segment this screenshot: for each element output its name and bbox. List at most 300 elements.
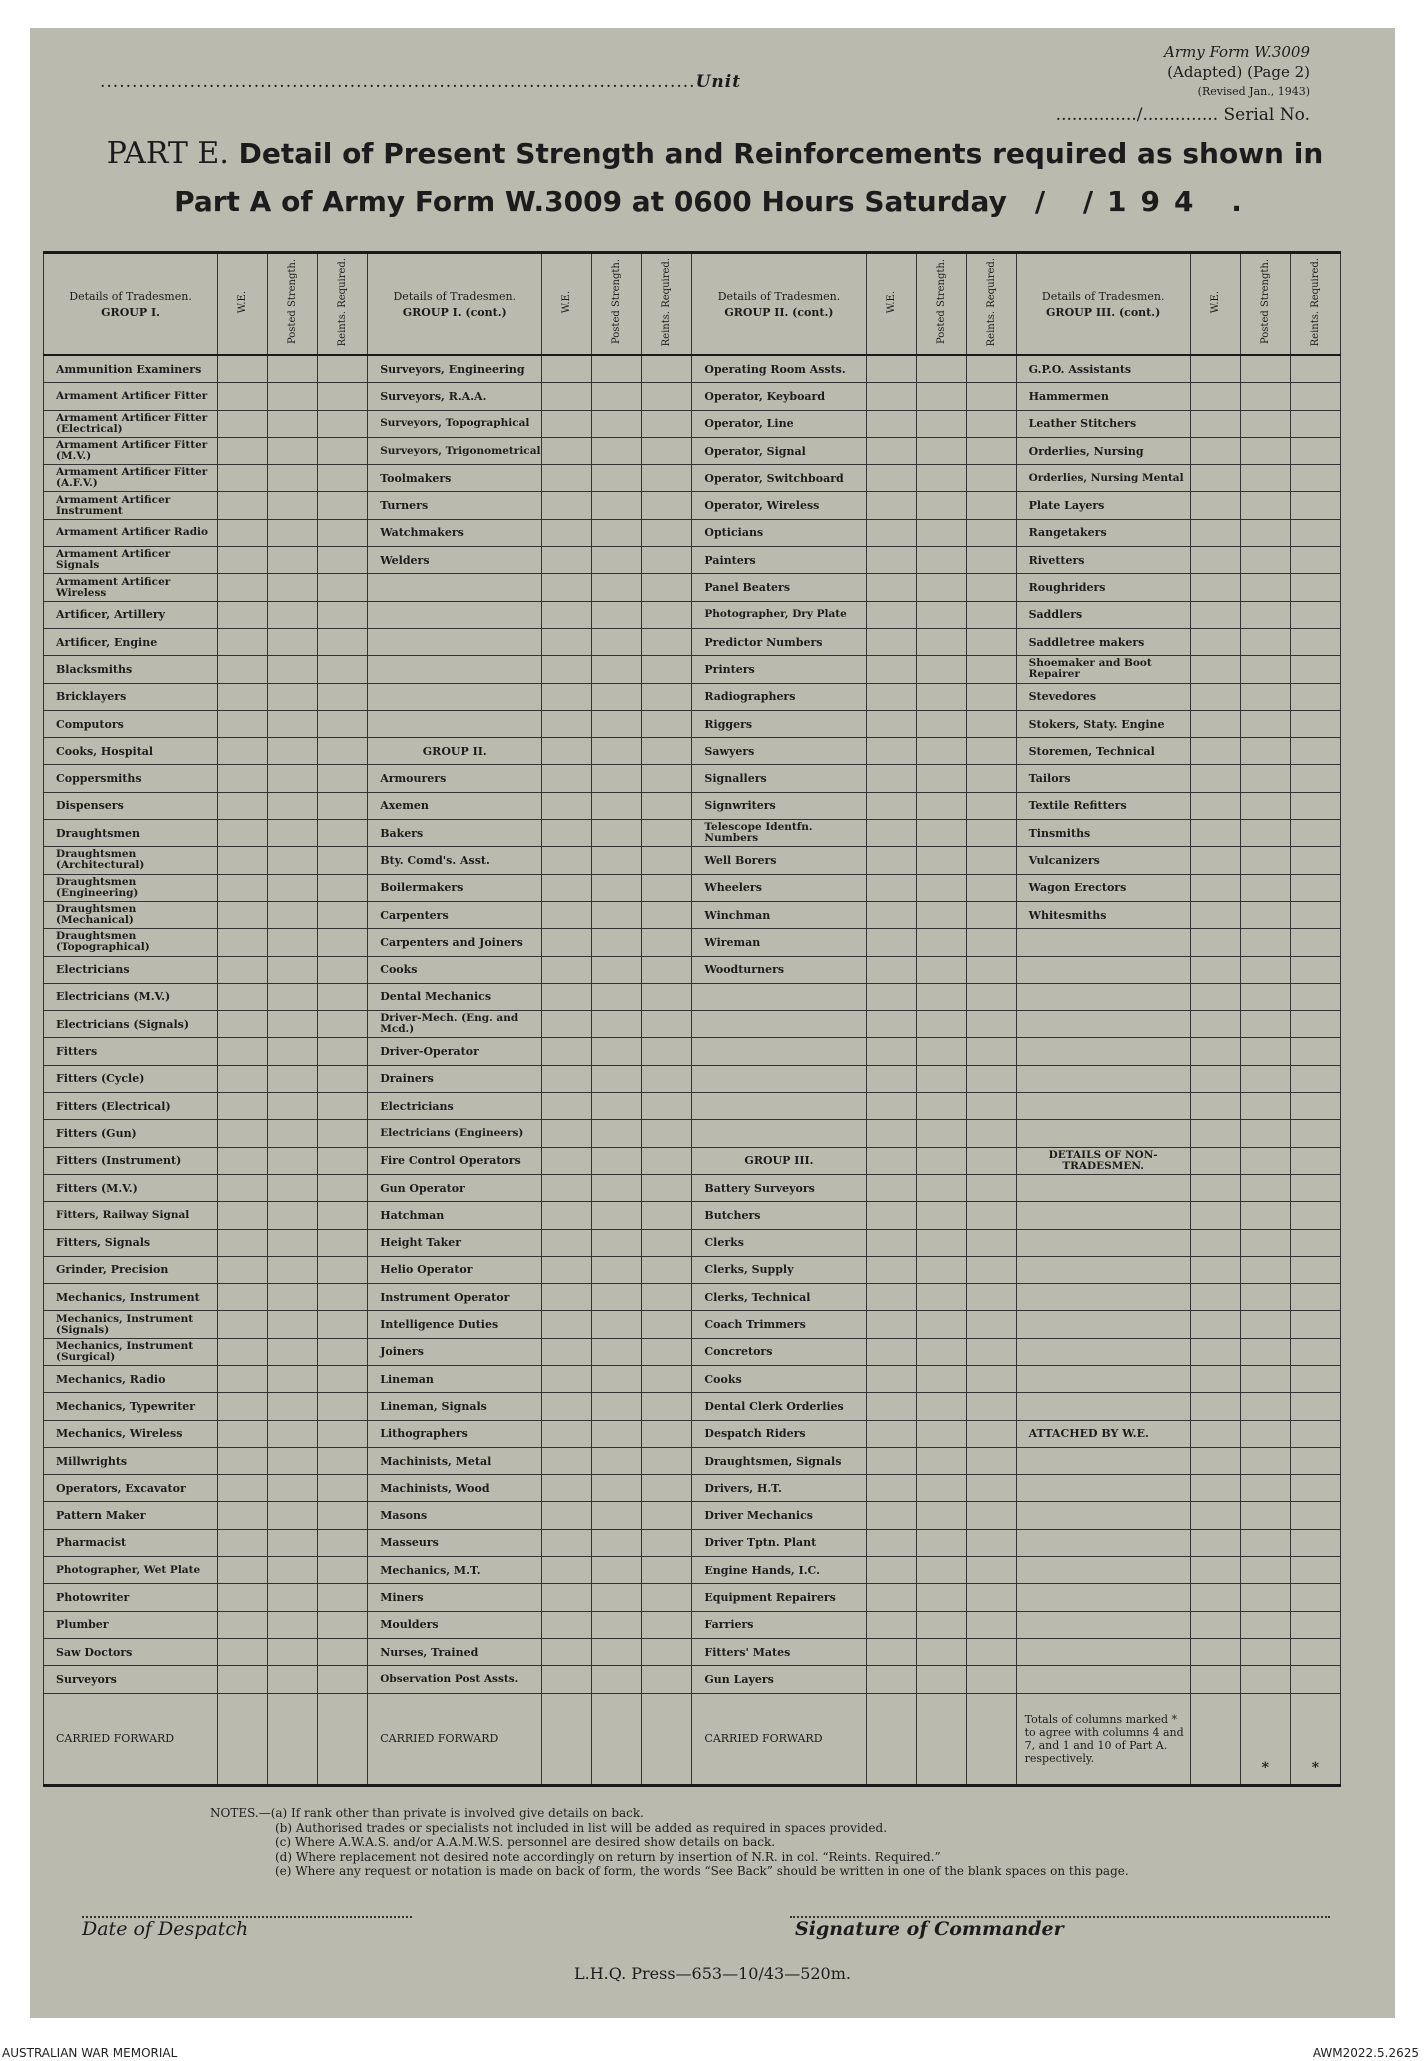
entry-cell[interactable]: [592, 847, 642, 874]
entry-cell[interactable]: [318, 1284, 368, 1311]
entry-cell[interactable]: [966, 383, 1016, 410]
entry-cell[interactable]: [966, 820, 1016, 847]
entry-cell[interactable]: [916, 1229, 966, 1256]
entry-cell[interactable]: [542, 1502, 592, 1529]
entry-cell[interactable]: [966, 1065, 1016, 1092]
entry-cell[interactable]: [642, 956, 692, 983]
entry-cell[interactable]: [866, 983, 916, 1010]
entry-cell[interactable]: [642, 1311, 692, 1338]
entry-cell[interactable]: [916, 820, 966, 847]
entry-cell[interactable]: [542, 355, 592, 383]
entry-cell[interactable]: [1290, 1365, 1340, 1392]
entry-cell[interactable]: [318, 1638, 368, 1665]
entry-cell[interactable]: [866, 1365, 916, 1392]
entry-cell[interactable]: [642, 1338, 692, 1365]
entry-cell[interactable]: [318, 1666, 368, 1693]
entry-cell[interactable]: [268, 1338, 318, 1365]
entry-cell[interactable]: [318, 383, 368, 410]
entry-cell[interactable]: [916, 492, 966, 519]
entry-cell[interactable]: [592, 738, 642, 765]
entry-cell[interactable]: [642, 765, 692, 792]
entry-cell[interactable]: [916, 1584, 966, 1611]
entry-cell[interactable]: [642, 1502, 692, 1529]
entry-cell[interactable]: [866, 710, 916, 737]
entry-cell[interactable]: [542, 820, 592, 847]
entry-cell[interactable]: [916, 765, 966, 792]
entry-cell[interactable]: [1240, 437, 1290, 464]
entry-cell[interactable]: [1190, 1584, 1240, 1611]
entry-cell[interactable]: [866, 355, 916, 383]
entry-cell[interactable]: [592, 683, 642, 710]
entry-cell[interactable]: [1190, 792, 1240, 819]
entry-cell[interactable]: [218, 1475, 268, 1502]
entry-cell[interactable]: [592, 1311, 642, 1338]
entry-cell[interactable]: [866, 574, 916, 601]
entry-cell[interactable]: [542, 1311, 592, 1338]
entry-cell[interactable]: [268, 710, 318, 737]
entry-cell[interactable]: [218, 1120, 268, 1147]
entry-cell[interactable]: [866, 410, 916, 437]
entry-cell[interactable]: [642, 1611, 692, 1638]
entry-cell[interactable]: [268, 1093, 318, 1120]
entry-cell[interactable]: [218, 1420, 268, 1447]
entry-cell[interactable]: [542, 1256, 592, 1283]
entry-cell[interactable]: [916, 1120, 966, 1147]
entry-cell[interactable]: [642, 1420, 692, 1447]
entry-cell[interactable]: [318, 656, 368, 683]
entry-cell[interactable]: [966, 983, 1016, 1010]
entry-cell[interactable]: [916, 383, 966, 410]
entry-cell[interactable]: [866, 1475, 916, 1502]
entry-cell[interactable]: [592, 765, 642, 792]
entry-cell[interactable]: [1290, 956, 1340, 983]
entry-cell[interactable]: [1190, 465, 1240, 492]
entry-cell[interactable]: [966, 1284, 1016, 1311]
entry-cell[interactable]: [592, 1038, 642, 1065]
entry-cell[interactable]: [642, 983, 692, 1010]
entry-cell[interactable]: [916, 1284, 966, 1311]
entry-cell[interactable]: [1190, 1065, 1240, 1092]
entry-cell[interactable]: [642, 847, 692, 874]
entry-cell[interactable]: [318, 437, 368, 464]
entry-cell[interactable]: [966, 1311, 1016, 1338]
entry-cell[interactable]: [866, 1638, 916, 1665]
entry-cell[interactable]: [1240, 1038, 1290, 1065]
entry-cell[interactable]: [866, 1256, 916, 1283]
entry-cell[interactable]: [966, 683, 1016, 710]
entry-cell[interactable]: [1190, 901, 1240, 928]
entry-cell[interactable]: [1290, 1038, 1340, 1065]
entry-cell[interactable]: [592, 410, 642, 437]
entry-cell[interactable]: [866, 1284, 916, 1311]
entry-cell[interactable]: [268, 547, 318, 574]
entry-cell[interactable]: [642, 1638, 692, 1665]
entry-cell[interactable]: [642, 1529, 692, 1556]
entry-cell[interactable]: [218, 1666, 268, 1693]
entry-cell[interactable]: [916, 437, 966, 464]
entry-cell[interactable]: [966, 1529, 1016, 1556]
entry-cell[interactable]: [218, 1011, 268, 1038]
entry-cell[interactable]: [642, 519, 692, 546]
entry-cell[interactable]: [1190, 1365, 1240, 1392]
entry-cell[interactable]: [1240, 1447, 1290, 1474]
entry-cell[interactable]: [268, 929, 318, 956]
entry-cell[interactable]: [218, 1065, 268, 1092]
entry-cell[interactable]: [866, 519, 916, 546]
entry-cell[interactable]: [1290, 519, 1340, 546]
entry-cell[interactable]: [1240, 1120, 1290, 1147]
entry-cell[interactable]: [318, 901, 368, 928]
entry-cell[interactable]: [1290, 1311, 1340, 1338]
entry-cell[interactable]: [318, 792, 368, 819]
entry-cell[interactable]: [268, 410, 318, 437]
entry-cell[interactable]: [1290, 628, 1340, 655]
entry-cell[interactable]: [642, 1584, 692, 1611]
entry-cell[interactable]: [542, 792, 592, 819]
entry-cell[interactable]: [542, 956, 592, 983]
entry-cell[interactable]: [318, 738, 368, 765]
entry-cell[interactable]: [318, 1311, 368, 1338]
entry-cell[interactable]: [866, 1420, 916, 1447]
entry-cell[interactable]: [866, 1147, 916, 1174]
entry-cell[interactable]: [916, 1174, 966, 1201]
entry-cell[interactable]: [642, 683, 692, 710]
entry-cell[interactable]: [592, 574, 642, 601]
star-marker[interactable]: *: [1290, 1693, 1340, 1785]
entry-cell[interactable]: [1240, 383, 1290, 410]
entry-cell[interactable]: [642, 1365, 692, 1392]
entry-cell[interactable]: [542, 765, 592, 792]
entry-cell[interactable]: [318, 628, 368, 655]
entry-cell[interactable]: [916, 656, 966, 683]
entry-cell[interactable]: [1190, 847, 1240, 874]
entry-cell[interactable]: [318, 820, 368, 847]
entry-cell[interactable]: [542, 465, 592, 492]
entry-cell[interactable]: [1240, 1229, 1290, 1256]
entry-cell[interactable]: [916, 1666, 966, 1693]
entry-cell[interactable]: [1290, 792, 1340, 819]
entry-cell[interactable]: [592, 547, 642, 574]
entry-cell[interactable]: [592, 956, 642, 983]
entry-cell[interactable]: [1190, 437, 1240, 464]
entry-cell[interactable]: [866, 738, 916, 765]
entry-cell[interactable]: [1290, 1202, 1340, 1229]
entry-cell[interactable]: [1190, 1147, 1240, 1174]
entry-cell[interactable]: [542, 628, 592, 655]
entry-cell[interactable]: [268, 383, 318, 410]
entry-cell[interactable]: [542, 1147, 592, 1174]
entry-cell[interactable]: [318, 847, 368, 874]
entry-cell[interactable]: [268, 1638, 318, 1665]
entry-cell[interactable]: [966, 601, 1016, 628]
entry-cell[interactable]: [1190, 1557, 1240, 1584]
entry-cell[interactable]: [866, 1666, 916, 1693]
entry-cell[interactable]: [1190, 1229, 1240, 1256]
entry-cell[interactable]: [642, 1256, 692, 1283]
entry-cell[interactable]: [966, 765, 1016, 792]
entry-cell[interactable]: [542, 574, 592, 601]
entry-cell[interactable]: [542, 1202, 592, 1229]
entry-cell[interactable]: [318, 1611, 368, 1638]
entry-cell[interactable]: [916, 929, 966, 956]
entry-cell[interactable]: [966, 1584, 1016, 1611]
entry-cell[interactable]: [866, 492, 916, 519]
entry-cell[interactable]: [318, 1174, 368, 1201]
entry-cell[interactable]: [268, 683, 318, 710]
entry-cell[interactable]: [592, 1393, 642, 1420]
entry-cell[interactable]: [866, 792, 916, 819]
entry-cell[interactable]: [642, 792, 692, 819]
entry-cell[interactable]: [866, 656, 916, 683]
entry-cell[interactable]: [1240, 929, 1290, 956]
total-cell[interactable]: [866, 1693, 916, 1785]
entry-cell[interactable]: [966, 1666, 1016, 1693]
entry-cell[interactable]: [642, 929, 692, 956]
entry-cell[interactable]: [1190, 1666, 1240, 1693]
entry-cell[interactable]: [318, 1584, 368, 1611]
entry-cell[interactable]: [1190, 738, 1240, 765]
entry-cell[interactable]: [542, 656, 592, 683]
entry-cell[interactable]: [268, 1420, 318, 1447]
entry-cell[interactable]: [592, 1557, 642, 1584]
entry-cell[interactable]: [642, 628, 692, 655]
entry-cell[interactable]: [592, 1065, 642, 1092]
entry-cell[interactable]: [218, 1529, 268, 1556]
entry-cell[interactable]: [218, 1093, 268, 1120]
entry-cell[interactable]: [1240, 1093, 1290, 1120]
entry-cell[interactable]: [268, 1256, 318, 1283]
entry-cell[interactable]: [866, 1093, 916, 1120]
entry-cell[interactable]: [318, 1557, 368, 1584]
entry-cell[interactable]: [1190, 683, 1240, 710]
entry-cell[interactable]: [1290, 1420, 1340, 1447]
entry-cell[interactable]: [218, 1611, 268, 1638]
entry-cell[interactable]: [966, 1174, 1016, 1201]
entry-cell[interactable]: [1290, 656, 1340, 683]
entry-cell[interactable]: [318, 1475, 368, 1502]
entry-cell[interactable]: [866, 1229, 916, 1256]
entry-cell[interactable]: [1190, 1638, 1240, 1665]
entry-cell[interactable]: [318, 1147, 368, 1174]
entry-cell[interactable]: [966, 792, 1016, 819]
entry-cell[interactable]: [542, 710, 592, 737]
entry-cell[interactable]: [1290, 1120, 1340, 1147]
entry-cell[interactable]: [642, 410, 692, 437]
entry-cell[interactable]: [1190, 1393, 1240, 1420]
entry-cell[interactable]: [592, 983, 642, 1010]
entry-cell[interactable]: [318, 355, 368, 383]
entry-cell[interactable]: [268, 847, 318, 874]
entry-cell[interactable]: [268, 574, 318, 601]
entry-cell[interactable]: [866, 1038, 916, 1065]
entry-cell[interactable]: [866, 1584, 916, 1611]
entry-cell[interactable]: [1240, 956, 1290, 983]
entry-cell[interactable]: [218, 574, 268, 601]
entry-cell[interactable]: [1190, 1338, 1240, 1365]
entry-cell[interactable]: [642, 1557, 692, 1584]
entry-cell[interactable]: [218, 874, 268, 901]
entry-cell[interactable]: [542, 874, 592, 901]
entry-cell[interactable]: [218, 628, 268, 655]
entry-cell[interactable]: [966, 1638, 1016, 1665]
entry-cell[interactable]: [592, 792, 642, 819]
entry-cell[interactable]: [542, 1611, 592, 1638]
entry-cell[interactable]: [542, 1338, 592, 1365]
entry-cell[interactable]: [1240, 901, 1290, 928]
entry-cell[interactable]: [218, 1174, 268, 1201]
entry-cell[interactable]: [1190, 492, 1240, 519]
entry-cell[interactable]: [218, 437, 268, 464]
entry-cell[interactable]: [1240, 1393, 1290, 1420]
entry-cell[interactable]: [1290, 1502, 1340, 1529]
entry-cell[interactable]: [542, 983, 592, 1010]
entry-cell[interactable]: [1190, 765, 1240, 792]
entry-cell[interactable]: [966, 1229, 1016, 1256]
entry-cell[interactable]: [218, 983, 268, 1010]
entry-cell[interactable]: [866, 1529, 916, 1556]
entry-cell[interactable]: [218, 1393, 268, 1420]
entry-cell[interactable]: [218, 465, 268, 492]
entry-cell[interactable]: [1290, 1174, 1340, 1201]
entry-cell[interactable]: [318, 1529, 368, 1556]
entry-cell[interactable]: [1290, 929, 1340, 956]
entry-cell[interactable]: [866, 683, 916, 710]
entry-cell[interactable]: [218, 792, 268, 819]
entry-cell[interactable]: [218, 710, 268, 737]
entry-cell[interactable]: [966, 1447, 1016, 1474]
entry-cell[interactable]: [592, 1174, 642, 1201]
entry-cell[interactable]: [966, 1256, 1016, 1283]
entry-cell[interactable]: [916, 1093, 966, 1120]
entry-cell[interactable]: [1290, 1393, 1340, 1420]
entry-cell[interactable]: [218, 1447, 268, 1474]
entry-cell[interactable]: [866, 1311, 916, 1338]
entry-cell[interactable]: [268, 656, 318, 683]
entry-cell[interactable]: [318, 1229, 368, 1256]
entry-cell[interactable]: [866, 383, 916, 410]
entry-cell[interactable]: [1190, 1611, 1240, 1638]
entry-cell[interactable]: [1190, 929, 1240, 956]
entry-cell[interactable]: [642, 1666, 692, 1693]
entry-cell[interactable]: [268, 1147, 318, 1174]
entry-cell[interactable]: [542, 1011, 592, 1038]
entry-cell[interactable]: [866, 1120, 916, 1147]
entry-cell[interactable]: [1190, 1038, 1240, 1065]
entry-cell[interactable]: [218, 1202, 268, 1229]
entry-cell[interactable]: [916, 1393, 966, 1420]
entry-cell[interactable]: [268, 1202, 318, 1229]
entry-cell[interactable]: [1190, 1202, 1240, 1229]
entry-cell[interactable]: [1240, 738, 1290, 765]
entry-cell[interactable]: [1290, 1147, 1340, 1174]
entry-cell[interactable]: [1190, 601, 1240, 628]
entry-cell[interactable]: [642, 383, 692, 410]
entry-cell[interactable]: [1240, 820, 1290, 847]
entry-cell[interactable]: [542, 383, 592, 410]
entry-cell[interactable]: [268, 355, 318, 383]
entry-cell[interactable]: [642, 1202, 692, 1229]
entry-cell[interactable]: [1190, 956, 1240, 983]
entry-cell[interactable]: [218, 1229, 268, 1256]
entry-cell[interactable]: [966, 1338, 1016, 1365]
entry-cell[interactable]: [1290, 547, 1340, 574]
entry-cell[interactable]: [1190, 656, 1240, 683]
entry-cell[interactable]: [542, 1365, 592, 1392]
entry-cell[interactable]: [542, 1093, 592, 1120]
entry-cell[interactable]: [268, 1584, 318, 1611]
entry-cell[interactable]: [1190, 1284, 1240, 1311]
entry-cell[interactable]: [642, 1038, 692, 1065]
entry-cell[interactable]: [966, 1365, 1016, 1392]
entry-cell[interactable]: [1190, 874, 1240, 901]
entry-cell[interactable]: [966, 1475, 1016, 1502]
entry-cell[interactable]: [318, 929, 368, 956]
total-cell[interactable]: [268, 1693, 318, 1785]
entry-cell[interactable]: [218, 765, 268, 792]
entry-cell[interactable]: [1240, 683, 1290, 710]
entry-cell[interactable]: [1290, 847, 1340, 874]
entry-cell[interactable]: [966, 1147, 1016, 1174]
entry-cell[interactable]: [268, 792, 318, 819]
entry-cell[interactable]: [642, 1229, 692, 1256]
entry-cell[interactable]: [218, 1502, 268, 1529]
entry-cell[interactable]: [542, 492, 592, 519]
entry-cell[interactable]: [866, 901, 916, 928]
entry-cell[interactable]: [542, 1638, 592, 1665]
entry-cell[interactable]: [218, 656, 268, 683]
entry-cell[interactable]: [218, 1311, 268, 1338]
entry-cell[interactable]: [1240, 1365, 1290, 1392]
entry-cell[interactable]: [966, 1120, 1016, 1147]
entry-cell[interactable]: [592, 1147, 642, 1174]
entry-cell[interactable]: [866, 874, 916, 901]
entry-cell[interactable]: [592, 1202, 642, 1229]
entry-cell[interactable]: [592, 1093, 642, 1120]
entry-cell[interactable]: [318, 1256, 368, 1283]
entry-cell[interactable]: [542, 1038, 592, 1065]
entry-cell[interactable]: [1290, 410, 1340, 437]
entry-cell[interactable]: [592, 437, 642, 464]
entry-cell[interactable]: [916, 1202, 966, 1229]
entry-cell[interactable]: [1290, 1284, 1340, 1311]
entry-cell[interactable]: [318, 519, 368, 546]
entry-cell[interactable]: [592, 1229, 642, 1256]
entry-cell[interactable]: [542, 601, 592, 628]
entry-cell[interactable]: [542, 410, 592, 437]
entry-cell[interactable]: [1190, 1174, 1240, 1201]
entry-cell[interactable]: [916, 1447, 966, 1474]
entry-cell[interactable]: [1240, 847, 1290, 874]
star-marker[interactable]: *: [1240, 1693, 1290, 1785]
entry-cell[interactable]: [218, 519, 268, 546]
entry-cell[interactable]: [866, 547, 916, 574]
entry-cell[interactable]: [866, 601, 916, 628]
entry-cell[interactable]: [1190, 1311, 1240, 1338]
entry-cell[interactable]: [542, 1475, 592, 1502]
entry-cell[interactable]: [642, 656, 692, 683]
entry-cell[interactable]: [268, 1311, 318, 1338]
entry-cell[interactable]: [916, 519, 966, 546]
entry-cell[interactable]: [1290, 1475, 1340, 1502]
entry-cell[interactable]: [966, 1557, 1016, 1584]
entry-cell[interactable]: [318, 601, 368, 628]
entry-cell[interactable]: [542, 519, 592, 546]
entry-cell[interactable]: [1290, 465, 1340, 492]
entry-cell[interactable]: [268, 1284, 318, 1311]
entry-cell[interactable]: [592, 1502, 642, 1529]
total-cell[interactable]: [218, 1693, 268, 1785]
entry-cell[interactable]: [592, 1529, 642, 1556]
